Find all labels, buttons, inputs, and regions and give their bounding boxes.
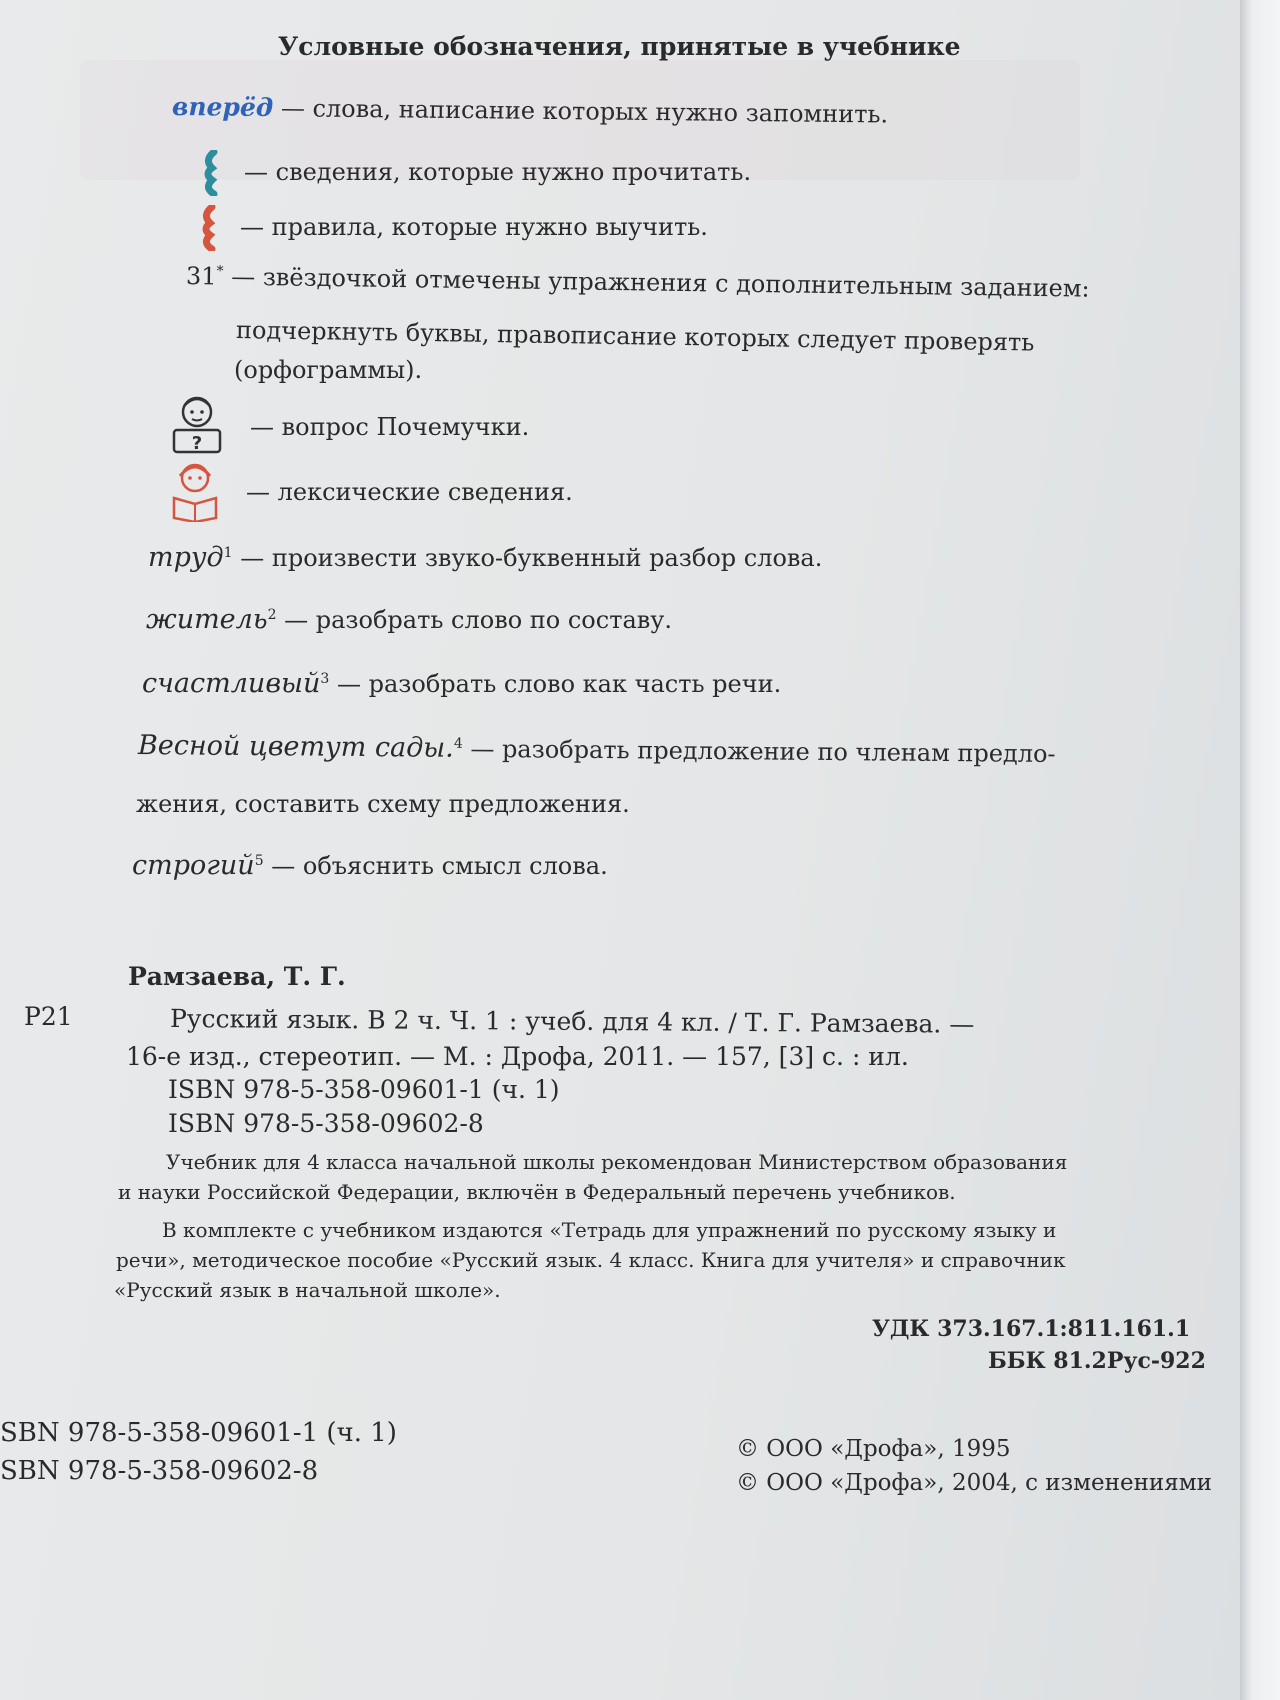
svg-text:?: ? <box>191 433 203 454</box>
footer-isbn1: SBN 978-5-358-09601-1 (ч. 1) <box>0 1418 397 1448</box>
legend-sup: 5 <box>254 853 264 869</box>
biblio-desc5: «Русский язык в начальной школе». <box>114 1278 501 1302</box>
legend-key: строгий <box>132 850 255 881</box>
biblio-author: Рамзаева, Т. Г. <box>128 962 346 991</box>
legend-item-star-line3: (орфограммы). <box>234 356 423 384</box>
legend-sup: 4 <box>453 735 463 752</box>
legend-sup: * <box>216 263 224 280</box>
legend-text: — разобрать предложение по членам предло- <box>470 734 1056 769</box>
copyright-2004: © ООО «Дрофа», 2004, с изменениями <box>736 1470 1212 1496</box>
legend-key: житель <box>146 604 268 635</box>
page-edge <box>1240 0 1280 1700</box>
biblio-desc3: В комплекте с учебником издаются «Тетрадь для упражнений по русскому языку и <box>162 1218 1057 1242</box>
legend-key: счастливый <box>142 668 321 699</box>
biblio-line1: Русский язык. В 2 ч. Ч. 1 : учеб. для 4 кл. / Т. Г. Рамзаева. — <box>169 1004 975 1039</box>
legend-item-info: — сведения, которые нужно прочитать. <box>244 158 752 186</box>
biblio-udk: УДК 373.167.1:811.161.1 <box>872 1316 1191 1342</box>
legend-key-handwritten: вперёд <box>171 92 274 123</box>
legend-sup: 1 <box>223 545 233 561</box>
girl-reading-icon <box>166 460 224 526</box>
legend-item-sentence-line2: жения, составить схему предложения. <box>136 790 630 818</box>
biblio-code: Р21 <box>24 1002 73 1031</box>
legend-item-rules: — правила, которые нужно выучить. <box>240 213 708 241</box>
biblio-isbn2: ISBN 978-5-358-09602-8 <box>168 1109 484 1138</box>
legend-text: — слова, написание которых нужно запомнить. <box>280 94 889 129</box>
legend-item-lexical: — лексические сведения. <box>246 478 573 506</box>
legend-text: — объяснить смысл слова. <box>271 852 608 880</box>
copyright-1995: © ООО «Дрофа», 1995 <box>736 1436 1011 1462</box>
legend-text: — произвести звуко-буквенный разбор слова. <box>240 544 823 572</box>
pochemuchka-icon <box>168 394 226 460</box>
legend-item-trud <box>148 542 822 573</box>
legend-title: Условные обозначения, принятые в учебнике <box>278 32 961 61</box>
legend-sup: 2 <box>267 607 277 623</box>
legend-item-zhitel <box>146 604 672 635</box>
legend-text: — разобрать слово по составу. <box>284 606 673 634</box>
legend-item-schastlivy <box>142 668 781 699</box>
legend-text: — разобрать слово как часть речи. <box>336 670 782 698</box>
legend-item-star-line2: подчеркнуть буквы, правописание которых следует проверять <box>235 316 1035 357</box>
legend-key: труд <box>148 542 224 573</box>
biblio-line2: 16-е изд., стереотип. — М. : Дрофа, 2011. — 157, [3] с. : ил. <box>126 1042 909 1071</box>
legend-item-question: — вопрос Почемучки. <box>250 413 530 441</box>
legend-key: Весной цветут сады. <box>137 730 454 764</box>
biblio-desc1: Учебник для 4 класса начальной школы рекомендован Министерством образования <box>166 1150 1068 1174</box>
biblio-desc4: речи», методическое пособие «Русский язык. 4 класс. Книга для учителя» и справочник <box>116 1248 1066 1272</box>
legend-sup: 3 <box>320 671 330 687</box>
footer-isbn2: SBN 978-5-358-09602-8 <box>0 1456 319 1486</box>
biblio-isbn1: ISBN 978-5-358-09601-1 (ч. 1) <box>168 1075 560 1104</box>
biblio-desc2: и науки Российской Федерации, включён в Федеральный перечень учебников. <box>118 1180 956 1204</box>
biblio-bbk: ББК 81.2Рус-922 <box>988 1348 1206 1374</box>
legend-key-number: 31 <box>185 262 217 291</box>
legend-item-strogy <box>132 850 608 881</box>
teal-bracket-icon <box>200 150 222 200</box>
red-bracket-icon <box>198 205 220 255</box>
legend-text: — звёздочкой отмечены упражнения с дополнительным заданием: <box>230 262 1090 303</box>
